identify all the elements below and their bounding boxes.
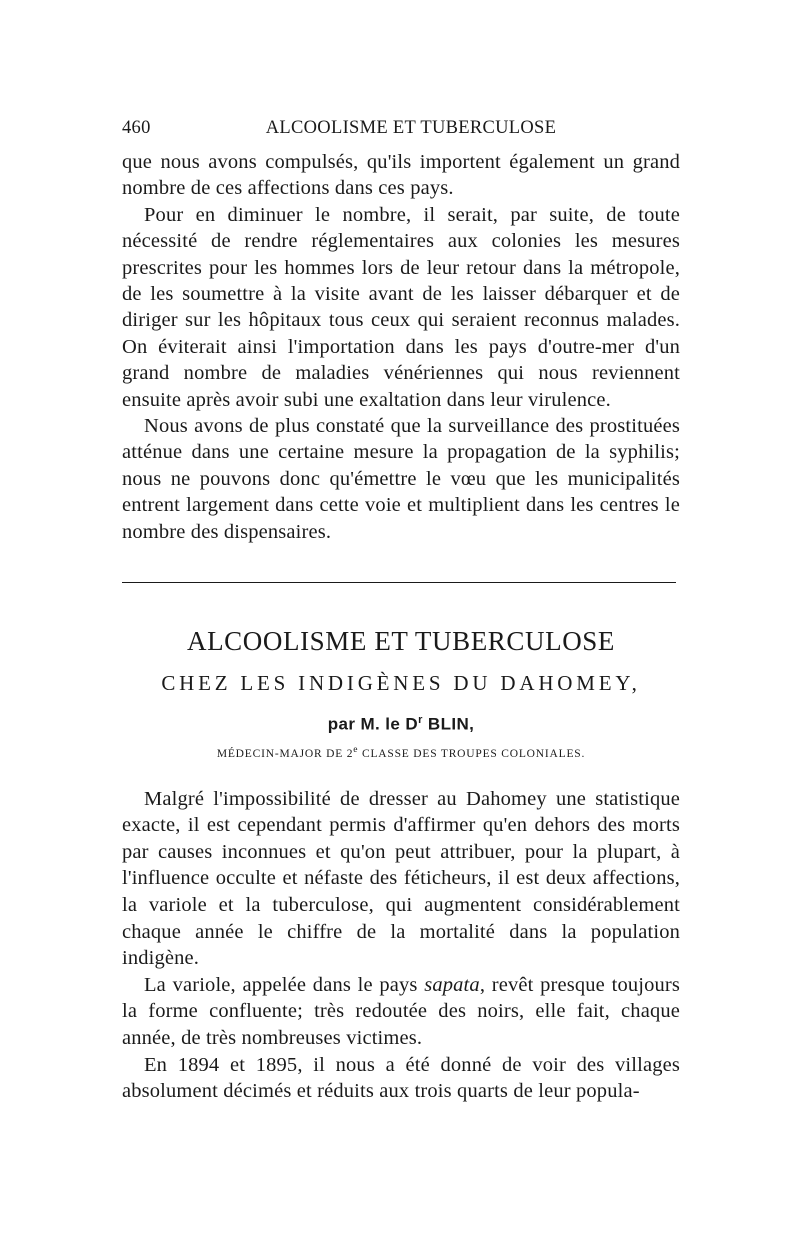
variole-text-start: La variole, appelée dans le pays (144, 973, 425, 996)
local-term-italic: sapata (424, 973, 480, 996)
previous-article-text (122, 149, 680, 545)
author-byline (122, 714, 680, 735)
affiliation-sup: e (353, 743, 359, 755)
section-divider (122, 582, 676, 583)
article-body (122, 786, 680, 1105)
article-subtitle: CHEZ LES INDIGÈNES DU DAHOMEY, (161, 671, 641, 696)
paragraph-variole (122, 972, 680, 1052)
affiliation-prefix: MÉDECIN-MAJOR DE 2 (216, 747, 354, 760)
paragraph-continuation: que nous avons compulsés, qu'ils importent également un grand nombre de ces affections dans ces pays. (122, 151, 680, 200)
paragraph-measures: Pour en diminuer le nombre, il serait, par suite, de toute nécessité de rendre réglementaires aux colonies les mesures prescrites pour les hommes lors de leur retour dans la métropole, de les soumettre à la visite avant de les laisser débarquer et de diriger sur les hôpitaux tous ceux qui seraient reconnus malades. On éviterait ainsi l'importation dans les pays d'outre-mer d'un grand nombre de maladies vénériennes qui nous reviennent ensuite après avoir subi une exaltation dans leur virulence. (122, 203, 680, 411)
byline-prefix: par M. le D (327, 714, 419, 734)
book-page (122, 112, 680, 1105)
affiliation-suffix: CLASSE DES TROUPES COLONIALES. (358, 747, 586, 760)
author-affiliation (122, 744, 680, 760)
byline-sup: r (418, 714, 423, 727)
running-title: ALCOOLISME ET TUBERCULOSE (265, 118, 557, 138)
variole-text-end: , revêt presque toujours la forme confluente; très redoutée des noirs, elle fait, chaque année, de très nombreuses victimes. (122, 973, 680, 1049)
paragraph-intro: Malgré l'impossibilité de dresser au Dahomey une statistique exacte, il est cependant permis d'affirmer qu'en dehors des morts par causes inconnues et qu'on peut attribuer, pour la plupart, à l'influence occulte et néfaste des féticheurs, il est deux affections, la variole et la tuberculose, qui augmentent considérablement chaque année le chiffre de la mortalité dans la population indigène. (122, 787, 680, 970)
page-number: 460 (122, 118, 151, 138)
paragraph-villages: En 1894 et 1895, il nous a été donné de voir des villages absolument décimés et réduits aux trois quarts de leur popula- (122, 1053, 680, 1103)
paragraph-surveillance: Nous avons de plus constaté que la surveillance des prostituées atténue dans une certaine mesure la propagation de la syphilis; nous ne pouvons donc qu'émettre le vœu que les municipalités entrent largement dans cette voie et multiplient dans les centres le nombre des dispensaires. (122, 415, 680, 543)
article-title: ALCOOLISME ET TUBERCULOSE (186, 626, 615, 657)
author-name: BLIN, (422, 714, 475, 734)
running-head (122, 112, 680, 142)
